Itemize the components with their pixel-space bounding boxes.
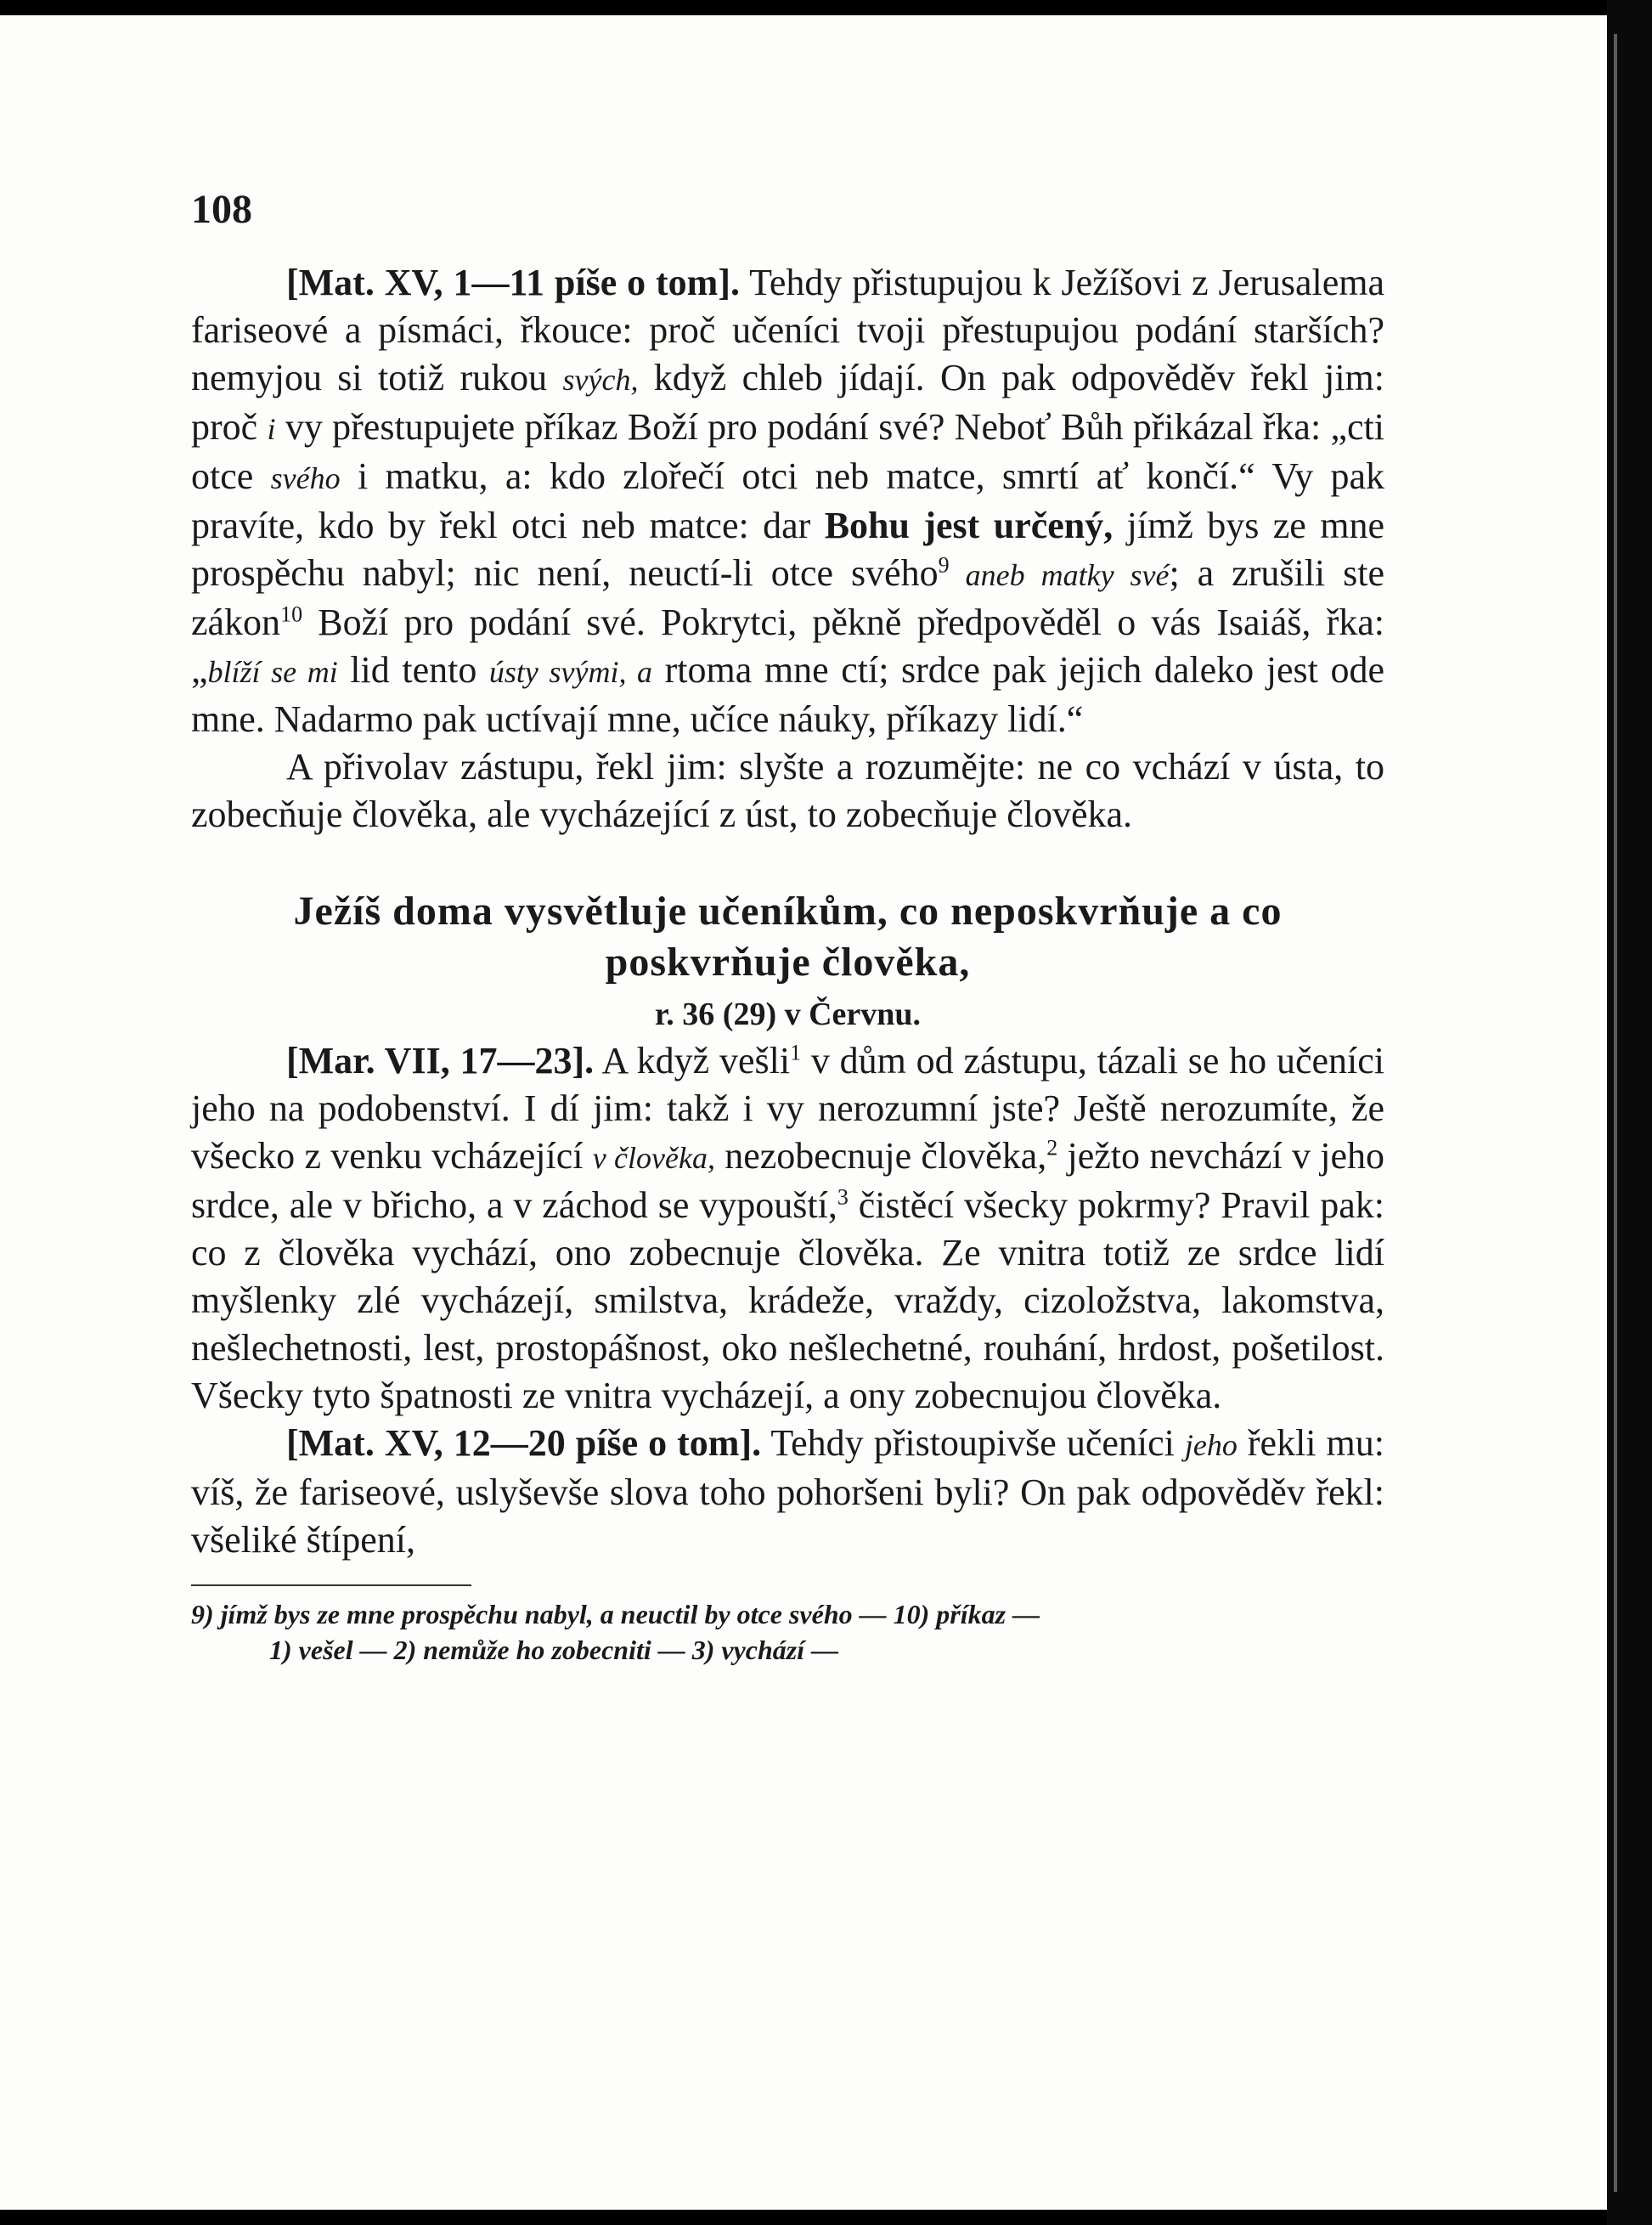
binding-edge-line <box>1614 34 1617 2192</box>
book-page <box>0 15 1607 2210</box>
verse-reference: [Mar. VII, 17—23]. <box>286 1040 595 1081</box>
verse-reference: [Mat. XV, 1—11 píše o tom]. <box>286 262 740 303</box>
paragraph-mar-vii-17-23: [Mar. VII, 17—23]. A když vešli$^1$ v dům od zástupu, tázali se ho učeníci jeho na podobenství. I dí jim: takž i vy nerozumní jste? Ještě nerozumíte, že všecko z venku vcházející v člověka, nezobecnuje člověka,$^2$ ježto nevchází v jeho srdce, ale v břicho, a v záchod se vypouští,$^3$ čistěcí všecky pokrmy? Pravil pak: co z člověka vychází, ono zobecnuje člověka. Ze vnitra totiž ze srdce lidí myšlenky zlé vycházejí, smilstva, krádeže, vraždy, cizoložstva, lakomstva, nešlechetnosti, lest, prostopášnost, oko nešlechetné, rouhání, hrdost, pošetilost. Všecky tyto špatnosti ze vnitra vycházejí, a ony zobecnujou člověka. <box>191 1040 1385 1416</box>
section-title: Ježíš doma vysvětluje učeníkům, co neposkvrňuje a co poskvrňuje člověka, <box>293 889 1283 985</box>
paragraph-mat-xv-1-11: [Mat. XV, 1—11 píše o tom]. Tehdy přistupujou k Ježíšovi z Jerusalema fariseové a písmáci, řkouce: proč učeníci tvoji přestupujou podání starších? nemyjou si totiž rukou svých, když chleb jídají. On pak odpověděv řekl jim: proč i vy přestupujete příkaz Boží pro podání své? Neboť Bůh přikázal řka: „cti otce svého i matku, a: kdo zlořečí otci neb matce, smrtí ať končí.“ Vy pak pravíte, kdo by řekl otci neb matce: dar Bohu jest určený, jímž bys ze mne prospěchu nabyl; nic není, neuctí-li otce svého$^9$ aneb matky své; a zrušili ste zákon$^{10}$ Boží pro podání své. Pokrytci, pěkně předpověděl o vás Isaiáš, řka: „blíží se mi lid tento ústy svými, a rtoma mne ctí; srdce pak jejich daleko jest ode mne. Nadarmo pak uctívají mne, učíce náuky, příkazy lidí.“ <box>191 262 1384 740</box>
section-heading <box>191 886 1384 1037</box>
footnote-line: 1) vešel — 2) nemůže ho zobecniti — 3) vychází — <box>269 1635 839 1665</box>
page-text <box>191 189 1384 1668</box>
footnote-line: 9) jímž bys ze mne prospěchu nabyl, a neuctil by otce svého — 10) příkaz — <box>191 1599 1040 1629</box>
footnote-marker: 9 <box>938 552 950 578</box>
verse-reference: [Mat. XV, 12—20 píše o tom]. <box>286 1422 762 1464</box>
footnote-marker: 1 <box>790 1040 802 1065</box>
footnote-marker: 2 <box>1046 1135 1058 1161</box>
paragraph-mat-xv-12-20: [Mat. XV, 12—20 píše o tom]. Tehdy přistoupivše učeníci jeho řekli mu: víš, že fariseové, uslyševše slova toho pohoršeni byli? On pak odpověděv řekl: všeliké štípení, <box>191 1422 1384 1561</box>
scan-edge <box>1607 0 1652 2225</box>
section-date: r. 36 (29) v Červnu. <box>654 997 922 1032</box>
page-number: 108 <box>191 187 252 232</box>
footnote-marker: 10 <box>280 601 303 627</box>
footnote-marker: 3 <box>837 1184 849 1210</box>
paragraph-calling-crowd: A přivolav zástupu, řekl jim: slyšte a rozumějte: ne co vchází v ústa, to zobecňuje člověka, ale vycházející z úst, to zobecňuje člověka. <box>191 746 1384 835</box>
footnote-divider <box>191 1584 471 1586</box>
